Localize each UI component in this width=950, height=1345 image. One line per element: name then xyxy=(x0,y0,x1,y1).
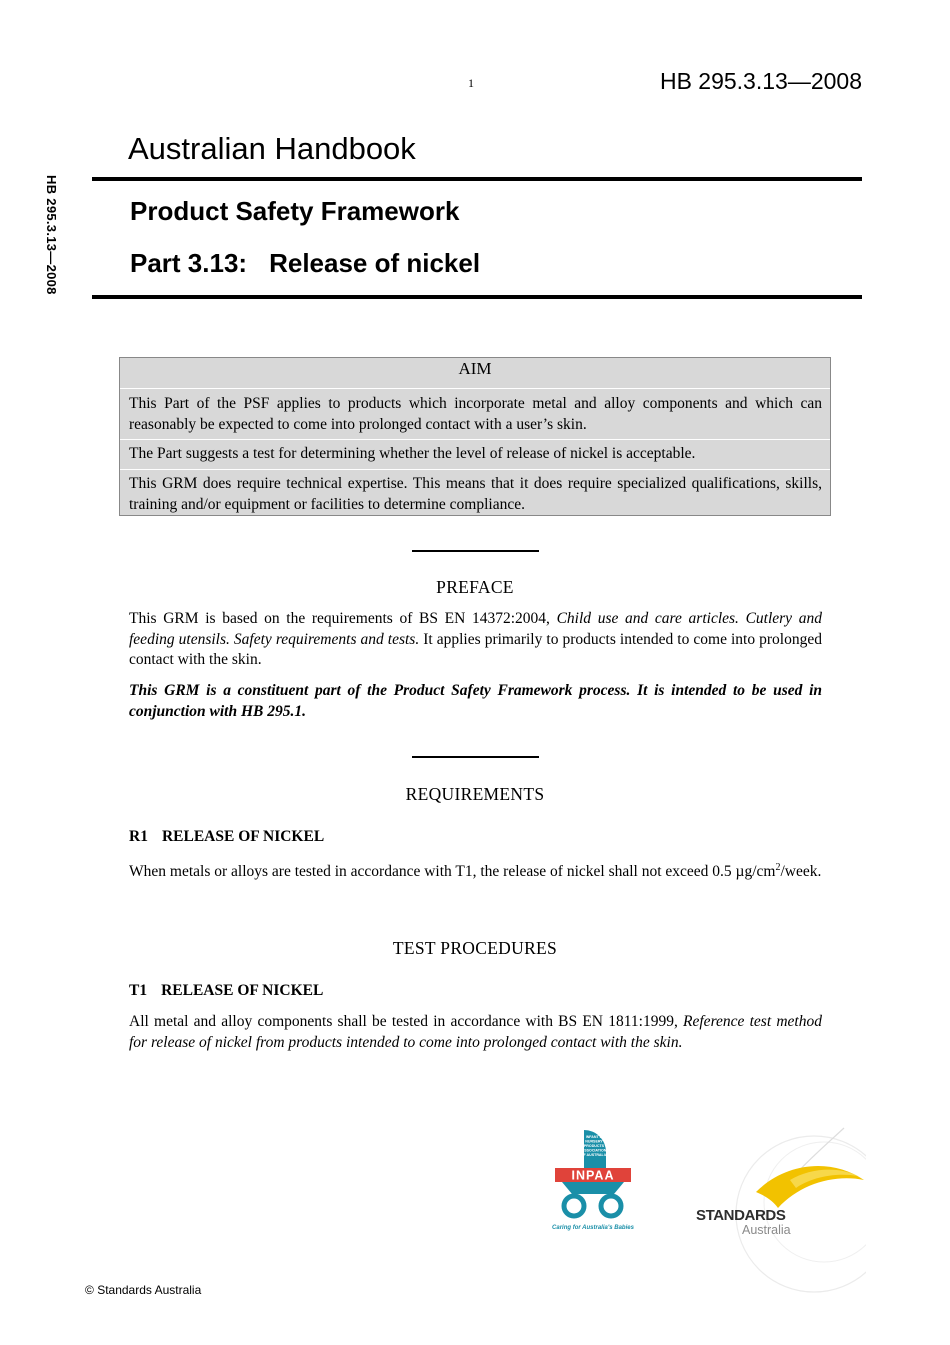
test-procedures-heading: TEST PROCEDURES xyxy=(392,938,558,958)
inpaa-name: INPAA xyxy=(571,1168,615,1183)
cited-standard-title: Reference test method for release of nickel from products intended to come into prolonged contact with the skin. xyxy=(129,1013,822,1051)
handbook-label: Australian Handbook xyxy=(128,131,416,166)
aim-box xyxy=(119,357,831,516)
part-name: Release of nickel xyxy=(269,248,481,278)
part-number: Part 3.13: xyxy=(130,248,248,278)
document-title: Product Safety Framework xyxy=(130,196,460,226)
title-top-rule xyxy=(92,177,862,181)
australia-wordmark: Australia xyxy=(742,1223,791,1237)
preface-note: This GRM is a constituent part of the Product Safety Framework process. It is intended to be used in conjunction with HB 295.1. xyxy=(129,682,822,720)
clause-id: T1 xyxy=(129,982,148,999)
inpaa-small-line: PRODUCTS xyxy=(583,1144,605,1148)
section-separator xyxy=(412,756,539,758)
side-document-code: HB 295.3.13—2008 xyxy=(44,175,59,295)
preface-paragraph: This GRM is based on the requirements of BS EN 14372:2004, Child use and care articles. Cutlery and feeding utensils. Safety requirements and tests. It applies primarily to products intended to come into prolonged contact with the skin. xyxy=(129,610,822,668)
section-separator xyxy=(412,550,539,552)
document-code: HB 295.3.13—2008 xyxy=(659,68,862,94)
requirements-heading: REQUIREMENTS xyxy=(405,784,545,804)
inpaa-tagline: Caring for Australia's Babies xyxy=(552,1225,634,1231)
inpaa-small-line: INFANT & xyxy=(585,1135,603,1139)
inpaa-small-line: ASSOCIATION xyxy=(581,1148,607,1153)
preface-heading: PREFACE xyxy=(436,577,514,597)
clause-id: R1 xyxy=(129,828,148,845)
inpaa-small-line: NURSERY xyxy=(585,1139,603,1144)
clause-t1-text: All metal and alloy components shall be tested in accordance with BS EN 1811:1999, Reference test method for release of nickel from products intended to come into prolonged contact with the skin. xyxy=(129,1013,822,1051)
aim-paragraph-2: The Part suggests a test for determining whether the level of release of nickel is acceptable. xyxy=(120,439,830,464)
preface-cited-standard-title: Child use and care articles. Cutlery and feeding utensils. Safety requirements and tests. xyxy=(129,610,822,648)
inpaa-logo xyxy=(548,1128,638,1233)
clause-t1-heading xyxy=(129,982,323,1000)
inpaa-small-line: OF AUSTRALIA xyxy=(580,1153,608,1157)
clause-r1-heading xyxy=(129,828,324,846)
copyright-notice: © Standards Australia xyxy=(85,1283,202,1297)
part-title xyxy=(130,248,480,279)
title-bottom-rule xyxy=(92,295,862,299)
aim-paragraph-3: This GRM does require technical expertise. This means that it does require specialized qualifications, skills, training and/or equipment or facilities to determine compliance. xyxy=(120,469,830,515)
clause-r1-text: When metals or alloys are tested in accordance with T1, the release of nickel shall not exceed 0.5 $\mu g/cm^2$/week. xyxy=(129,862,822,881)
clause-title: RELEASE OF NICKEL xyxy=(161,982,324,999)
copyright-symbol: © xyxy=(85,1283,94,1297)
page-number: 1 xyxy=(468,76,474,90)
standards-australia-logo xyxy=(694,1122,866,1294)
standards-wordmark: STANDARDS xyxy=(696,1207,786,1224)
clause-title: RELEASE OF NICKEL xyxy=(161,828,325,845)
aim-paragraph-1: This Part of the PSF applies to products which incorporate metal and alloy components and which can reasonably be expected to come into prolonged contact with a user’s skin. xyxy=(120,388,830,435)
aim-heading: AIM xyxy=(458,359,492,378)
